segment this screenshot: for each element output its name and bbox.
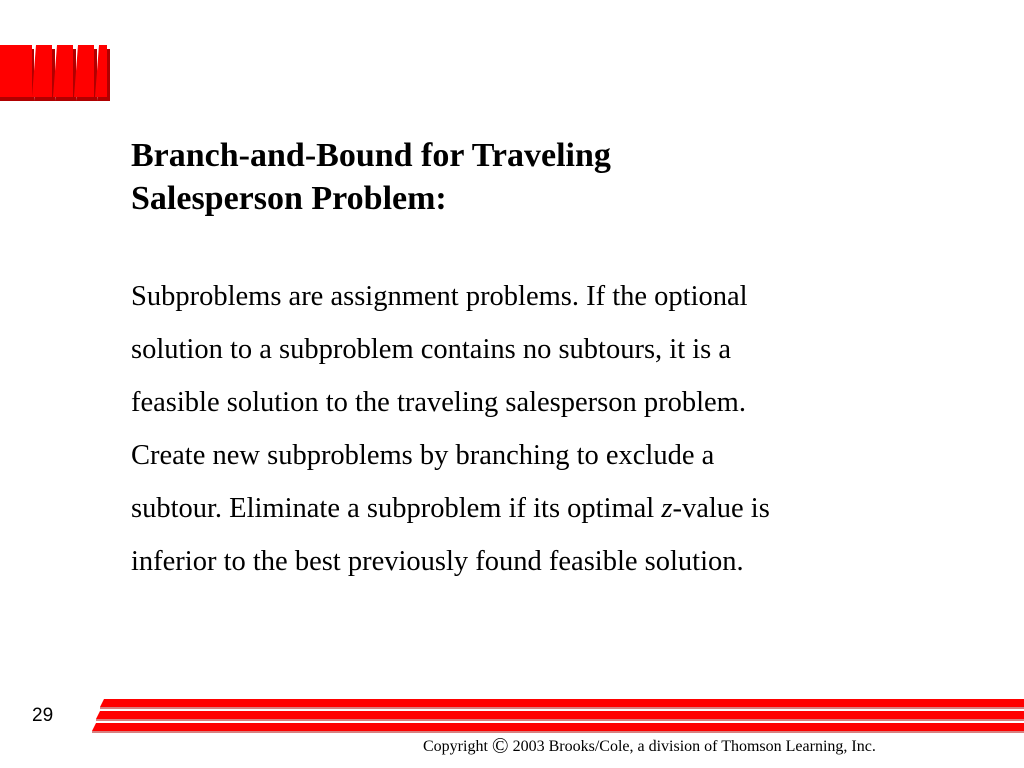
slide-title-line-2: Salesperson Problem:: [131, 180, 447, 217]
slide-title: [131, 134, 831, 220]
copyright-prefix: Copyright: [423, 738, 492, 755]
footer-red-stripes: [0, 696, 1024, 736]
red-bars-logo: [0, 45, 110, 101]
body-line-1: Subproblems are assignment problems. If the optional: [131, 281, 748, 312]
body-line-2: solution to a subproblem contains no subtours, it is a: [131, 334, 732, 365]
body-line-5-before: subtour. Eliminate a subproblem if its optimal: [131, 493, 662, 524]
z-variable: z: [661, 493, 673, 524]
body-line-5-after: -value is: [672, 493, 770, 524]
slide-title-line-1: Branch-and-Bound for Traveling: [131, 137, 611, 174]
body-line-6: inferior to the best previously found feasible solution.: [131, 546, 744, 577]
copyright-symbol: ©: [491, 733, 509, 758]
slide-body: [131, 270, 951, 588]
copyright-notice: [423, 733, 876, 759]
body-line-5: [131, 482, 951, 535]
body-line-3: feasible solution to the traveling salesperson problem.: [131, 387, 746, 418]
page-number: 29: [32, 705, 54, 726]
copyright-rest: 2003 Brooks/Cole, a division of Thomson Learning, Inc.: [508, 738, 876, 755]
body-line-4: Create new subproblems by branching to exclude a: [131, 440, 715, 471]
